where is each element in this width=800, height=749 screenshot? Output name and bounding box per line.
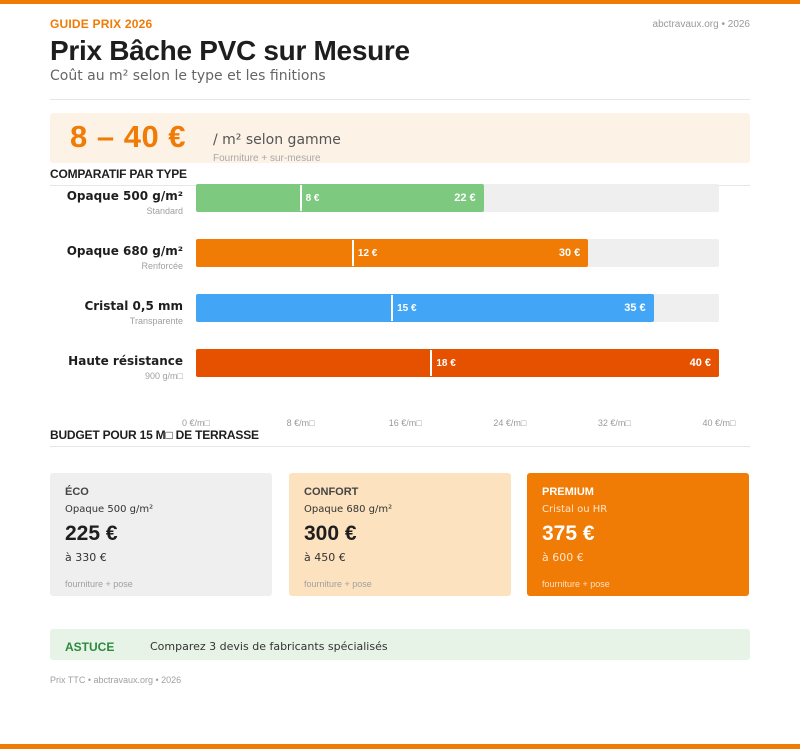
footer-note: Prix TTC • abctravaux.org • 2026 [50, 675, 182, 685]
budget-card-max: à 330 € [65, 551, 107, 564]
price-range-value: 8 – 40 € [70, 119, 187, 154]
budget-card-note: fourniture + pose [304, 579, 372, 589]
bar-category-label: Haute résistance [68, 354, 183, 368]
budget-card-note: fourniture + pose [542, 579, 610, 589]
bar-category-label: Opaque 500 g/m² [66, 189, 183, 203]
bar-category-label: Cristal 0,5 mm [84, 299, 183, 313]
budget-card-2 [289, 473, 511, 596]
budget-card-3 [527, 473, 749, 596]
bar-max-label: 30 € [558, 247, 581, 259]
budget-card-name: ÉCO [65, 486, 89, 498]
bar-category-label: Opaque 680 g/m² [66, 244, 183, 258]
bar-min-label: 8 € [305, 193, 320, 204]
bar-min-label: 12 € [357, 248, 378, 259]
site-credit: abctravaux.org • 2026 [652, 19, 750, 30]
bar-max-label: 22 € [454, 192, 476, 204]
budget-card-type: Opaque 500 g/m² [65, 504, 154, 515]
budget-card-type: Cristal ou HR [542, 504, 608, 515]
budget-card-max: à 450 € [304, 551, 346, 564]
bar-min-label: 15 € [397, 303, 417, 314]
section-divider [50, 446, 750, 447]
budget-card-price: 300 € [304, 522, 357, 545]
bar-min-marker [430, 350, 432, 376]
bottom-accent-bar [0, 744, 800, 749]
bar-min-marker [352, 240, 354, 266]
budget-card-note: fourniture + pose [65, 579, 133, 589]
page-title: Prix Bâche PVC sur Mesure [50, 35, 410, 66]
budget-card-name: PREMIUM [542, 486, 594, 498]
section-title-comparatif: COMPARATIF PAR TYPE [50, 167, 187, 181]
tip-banner [50, 629, 750, 660]
bar-category-sublabel: 900 g/m□ [145, 371, 183, 381]
budget-card-name: CONFORT [304, 486, 359, 498]
tip-label: ASTUCE [65, 640, 115, 654]
budget-card-max: à 600 € [542, 551, 584, 564]
header-divider [50, 99, 750, 100]
page-subtitle: Coût au m² selon le type et les finitions [50, 68, 326, 84]
x-axis-tick-label: 24 €/m□ [493, 418, 527, 428]
section-title-budget: BUDGET POUR 15 M□ DE TERRASSE [50, 428, 259, 442]
x-axis-tick-label: 40 €/m□ [702, 418, 736, 428]
bar-category-sublabel: Renforcée [141, 261, 183, 271]
x-axis-tick-label: 8 €/m□ [286, 418, 315, 428]
bar-4 [196, 349, 719, 377]
bar-min-marker [391, 295, 393, 321]
budget-card-price: 375 € [542, 522, 595, 545]
x-axis-tick-label: 0 €/m□ [182, 418, 210, 428]
budget-card-price: 225 € [65, 522, 118, 545]
x-axis-tick-label: 16 €/m□ [388, 418, 422, 428]
bar-3 [196, 294, 654, 322]
bar-category-sublabel: Transparente [129, 316, 183, 326]
bar-category-sublabel: Standard [146, 206, 183, 216]
bar-max-label: 35 € [624, 302, 646, 314]
x-axis-tick-label: 32 €/m□ [597, 418, 631, 428]
bar-min-marker [300, 185, 302, 211]
bar-max-label: 40 € [689, 357, 711, 369]
bar-min-label: 18 € [436, 358, 456, 369]
tip-text: Comparez 3 devis de fabricants spécialisés [150, 640, 388, 653]
eyebrow-label: GUIDE PRIX 2026 [50, 17, 153, 31]
price-range-note: Fourniture + sur-mesure [213, 153, 321, 164]
budget-card-1 [50, 473, 272, 596]
price-range-unit: / m² selon gamme [213, 132, 341, 148]
budget-card-type: Opaque 680 g/m² [304, 504, 393, 515]
top-accent-bar [0, 0, 800, 4]
price-range-banner [50, 113, 750, 163]
